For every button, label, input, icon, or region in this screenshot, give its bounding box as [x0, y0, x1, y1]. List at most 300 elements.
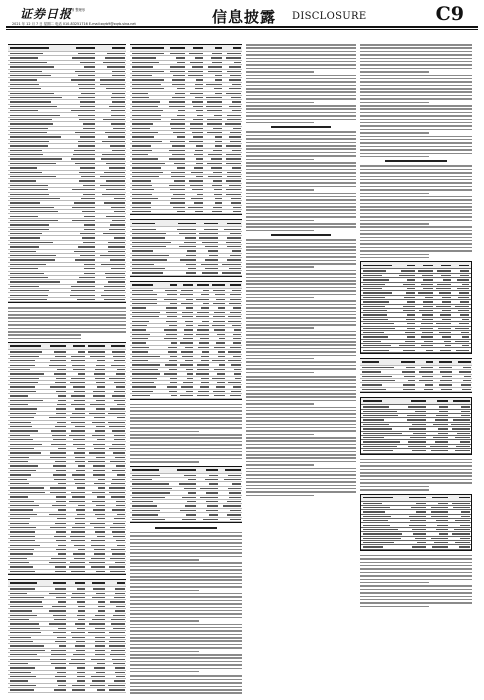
text-line [8, 321, 126, 323]
text-line [360, 589, 472, 591]
text-line [130, 583, 242, 585]
text-line [246, 365, 356, 367]
data-table [360, 494, 472, 551]
table-header-row [130, 45, 242, 52]
text-line [130, 448, 242, 450]
text-line [246, 223, 356, 225]
text-line [130, 458, 242, 460]
text-line [360, 233, 472, 235]
text-line [360, 469, 472, 471]
text-line [360, 91, 472, 93]
text-line [246, 311, 356, 313]
text-line [360, 64, 472, 66]
newspaper-logo: 证券日报 [20, 7, 73, 21]
table-header-row [361, 495, 471, 502]
text-line [360, 602, 472, 604]
table-row [130, 394, 242, 398]
text-line [246, 338, 356, 340]
text-line [360, 119, 472, 121]
text-line [246, 297, 314, 299]
text-line [246, 376, 356, 378]
text-line [246, 152, 356, 154]
text-line [130, 431, 199, 433]
text-line [360, 606, 429, 608]
text-line [8, 324, 126, 326]
text-line [360, 465, 472, 467]
table-header-row [361, 262, 471, 269]
text-line [246, 155, 356, 157]
text-line [246, 485, 356, 487]
text-block [130, 527, 242, 673]
text-line [130, 664, 242, 666]
text-line [360, 146, 472, 148]
text-line [246, 478, 356, 480]
text-line [246, 246, 356, 248]
text-line [130, 444, 242, 446]
text-line [130, 437, 242, 439]
table-row [360, 388, 472, 392]
text-line [360, 585, 472, 587]
table-header-row [130, 220, 242, 227]
text-line [246, 47, 356, 49]
text-line [360, 226, 472, 228]
text-line [246, 216, 356, 218]
text-line [246, 341, 356, 343]
text-line [246, 186, 356, 188]
text-line [360, 203, 472, 205]
text-line [246, 424, 356, 426]
text-line [360, 568, 472, 570]
text-line [8, 314, 126, 316]
text-line [246, 307, 356, 309]
text-line [246, 193, 356, 195]
text-line [246, 61, 356, 63]
text-line [246, 206, 356, 208]
text-line [8, 328, 126, 330]
text-line [246, 468, 356, 470]
text-line [246, 327, 314, 329]
text-block [360, 555, 472, 607]
text-line [130, 610, 242, 612]
text-line [360, 78, 472, 80]
text-line [246, 230, 314, 232]
text-line [360, 209, 472, 211]
text-line [360, 108, 472, 110]
column-2 [130, 44, 242, 694]
text-line [360, 98, 472, 100]
text-line [246, 115, 356, 117]
text-line [360, 254, 429, 256]
text-line [130, 542, 242, 544]
text-line [130, 535, 242, 537]
text-line [246, 85, 356, 87]
text-line [360, 562, 472, 564]
text-line [246, 209, 356, 211]
text-line [130, 593, 242, 595]
text-line [246, 138, 356, 140]
section-heading [271, 126, 332, 128]
text-line [246, 270, 356, 272]
table-row [361, 545, 471, 549]
text-line [246, 294, 356, 296]
text-line [246, 98, 356, 100]
text-line [130, 566, 242, 568]
masthead-rule-thin [6, 29, 478, 30]
text-line [130, 657, 242, 659]
text-line [246, 243, 356, 245]
text-block [246, 44, 356, 123]
text-line [360, 125, 472, 127]
text-line [246, 172, 356, 174]
text-line [360, 237, 472, 239]
text-line [360, 85, 472, 87]
text-line [130, 562, 242, 564]
text-line [360, 47, 472, 49]
text-line [246, 434, 314, 436]
data-table [8, 44, 126, 303]
text-line [246, 71, 314, 73]
section-heading [271, 234, 332, 236]
table-row [130, 518, 242, 522]
text-line [130, 579, 242, 581]
text-line [130, 586, 242, 588]
text-line [246, 280, 356, 282]
text-line [246, 321, 356, 323]
text-line [360, 220, 472, 222]
text-line [130, 576, 242, 578]
text-line [246, 368, 356, 370]
text-line [246, 131, 356, 133]
text-line [246, 249, 356, 251]
column-3 [246, 44, 356, 694]
page-number: C9 [435, 3, 464, 25]
text-line [246, 451, 356, 453]
text-line [8, 334, 81, 336]
text-line [130, 644, 242, 646]
text-line [360, 75, 472, 77]
text-line [246, 417, 356, 419]
table-header-row [361, 398, 471, 405]
text-line [360, 142, 472, 144]
table-row [361, 449, 471, 453]
text-line [246, 105, 356, 107]
data-table [130, 466, 242, 523]
text-line [130, 627, 242, 629]
text-line [130, 532, 242, 534]
text-line [246, 176, 356, 178]
text-line [360, 462, 472, 464]
table-header-row [8, 343, 126, 350]
text-line [246, 273, 356, 275]
table-row [8, 570, 126, 574]
text-line [246, 427, 356, 429]
text-line [246, 386, 356, 388]
table-header-row [8, 45, 126, 52]
text-line [360, 250, 472, 252]
text-line [246, 461, 356, 463]
text-line [360, 257, 429, 259]
text-line [130, 686, 242, 688]
text-line [130, 556, 242, 558]
text-line [246, 481, 356, 483]
text-line [130, 441, 242, 443]
text-line [360, 51, 472, 53]
text-line [130, 410, 242, 412]
text-line [246, 471, 356, 473]
data-table [360, 358, 472, 393]
data-table [360, 261, 472, 353]
text-line [360, 189, 472, 191]
text-line [360, 247, 472, 249]
text-line [130, 549, 242, 551]
text-line [130, 404, 242, 406]
text-line [246, 283, 356, 285]
text-line [246, 390, 356, 392]
text-line [130, 539, 242, 541]
text-line [246, 447, 356, 449]
text-line [246, 159, 314, 161]
data-table [130, 219, 242, 276]
dateline: 2021 年 12 月 7 日 星期二 电话 010-83251716 E-mail:zqrb9@zqrb.sina.net [12, 22, 136, 26]
text-line [360, 582, 429, 584]
text-line [246, 95, 356, 97]
text-line [246, 51, 356, 53]
table-header-row [8, 580, 126, 587]
text-line [246, 145, 356, 147]
text-line [246, 260, 356, 262]
text-line [246, 81, 356, 83]
text-line [130, 613, 242, 615]
text-line [246, 287, 356, 289]
text-line [360, 122, 472, 124]
text-line [246, 334, 356, 336]
table-row [130, 210, 242, 214]
text-line [130, 679, 242, 681]
text-line [246, 454, 356, 456]
text-line [360, 115, 472, 117]
text-line [246, 256, 356, 258]
text-line [360, 172, 472, 174]
text-line [130, 552, 242, 554]
text-line [130, 414, 242, 416]
text-line [360, 216, 472, 218]
text-line [246, 372, 314, 374]
table-header-row [360, 359, 472, 366]
text-line [246, 165, 356, 167]
text-line [246, 68, 356, 70]
text-line [360, 555, 472, 557]
text-line [360, 213, 472, 215]
text-line [246, 266, 314, 268]
text-line [360, 149, 472, 151]
text-line [246, 182, 356, 184]
text-line [360, 565, 472, 567]
text-line [246, 420, 356, 422]
text-line [246, 253, 356, 255]
text-line [8, 307, 126, 309]
text-line [130, 434, 242, 436]
text-block [130, 675, 242, 694]
data-table [130, 281, 242, 400]
text-line [246, 44, 356, 46]
text-line [130, 689, 242, 691]
text-line [246, 263, 356, 265]
text-line [246, 430, 356, 432]
section-heading [155, 527, 217, 529]
text-line [246, 162, 356, 164]
text-line [246, 403, 314, 405]
text-line [246, 119, 356, 121]
text-line [246, 122, 314, 124]
text-line [130, 668, 242, 670]
text-line [360, 459, 472, 461]
text-line [360, 102, 429, 104]
text-line [130, 620, 199, 622]
text-line [130, 651, 199, 653]
text-line [246, 314, 356, 316]
text-line [360, 139, 472, 141]
data-table [8, 342, 126, 575]
text-line [130, 569, 242, 571]
text-line [360, 179, 472, 181]
text-line [130, 454, 242, 456]
text-line [360, 479, 472, 481]
text-line [246, 304, 356, 306]
text-line [246, 277, 356, 279]
data-table [8, 579, 126, 694]
text-line [360, 243, 472, 245]
text-line [246, 437, 356, 439]
text-line [246, 440, 356, 442]
text-line [360, 129, 472, 131]
text-line [246, 213, 356, 215]
text-line [246, 108, 356, 110]
text-line [360, 44, 472, 46]
data-table [360, 397, 472, 454]
text-line [130, 603, 242, 605]
text-line [360, 575, 472, 577]
text-block [246, 126, 356, 231]
text-line [130, 640, 242, 642]
text-line [130, 675, 242, 677]
text-line [130, 407, 242, 409]
text-line [246, 444, 356, 446]
text-block [8, 307, 126, 339]
text-line [130, 590, 199, 592]
text-line [130, 559, 199, 561]
text-line [246, 220, 314, 222]
text-line [246, 396, 356, 398]
text-line [360, 558, 472, 560]
masthead [6, 4, 478, 40]
text-line [246, 344, 356, 346]
edition-label: 副刊 整理形 [68, 8, 85, 12]
text-line [130, 546, 242, 548]
text-line [246, 112, 356, 114]
text-line [360, 153, 472, 155]
text-line [130, 637, 242, 639]
text-line [360, 592, 472, 594]
text-line [130, 647, 242, 649]
text-line [246, 179, 356, 181]
section-title: 信息披露 [212, 8, 277, 26]
text-block [360, 459, 472, 491]
section-title-english: DISCLOSURE [292, 11, 367, 22]
text-line [246, 400, 356, 402]
table-header-row [130, 467, 242, 474]
text-line [360, 223, 429, 225]
text-line [246, 58, 356, 60]
text-line [360, 81, 472, 83]
text-line [130, 427, 242, 429]
text-line [130, 671, 199, 673]
text-line [360, 193, 429, 195]
text-line [246, 199, 356, 201]
text-line [246, 64, 356, 66]
text-line [246, 91, 356, 93]
text-line [130, 654, 242, 656]
text-line [246, 351, 356, 353]
text-block [246, 376, 356, 496]
text-block [360, 160, 472, 258]
text-line [130, 424, 242, 426]
text-line [246, 54, 356, 56]
text-line [8, 331, 126, 333]
text-line [8, 317, 126, 319]
text-line [130, 624, 242, 626]
text-line [130, 573, 242, 575]
text-line [360, 599, 472, 601]
text-line [360, 199, 472, 201]
text-line [130, 661, 242, 663]
text-line [246, 407, 356, 409]
text-line [360, 186, 472, 188]
text-line [246, 474, 356, 476]
text-line [8, 311, 126, 313]
text-line [246, 348, 356, 350]
text-line [246, 169, 356, 171]
text-line [246, 491, 356, 493]
text-line [130, 600, 242, 602]
text-line [130, 682, 242, 684]
text-line [360, 58, 472, 60]
text-line [130, 617, 242, 619]
text-line [246, 383, 356, 385]
text-line [130, 630, 242, 632]
text-line [360, 176, 472, 178]
column-4 [360, 44, 472, 694]
text-block [360, 44, 472, 157]
text-line [246, 410, 356, 412]
text-line [246, 379, 356, 381]
text-line [246, 355, 356, 357]
text-line [246, 488, 356, 490]
text-line [360, 230, 472, 232]
text-line [246, 317, 356, 319]
masthead-rule [6, 26, 478, 28]
text-line [246, 148, 356, 150]
text-line [360, 54, 472, 56]
text-line [360, 472, 472, 474]
text-block [246, 234, 356, 373]
text-block [130, 404, 242, 463]
text-line [360, 88, 472, 90]
text-line [246, 393, 356, 395]
text-line [246, 239, 356, 241]
text-line [246, 358, 314, 360]
text-line [130, 461, 199, 463]
text-line [246, 75, 356, 77]
